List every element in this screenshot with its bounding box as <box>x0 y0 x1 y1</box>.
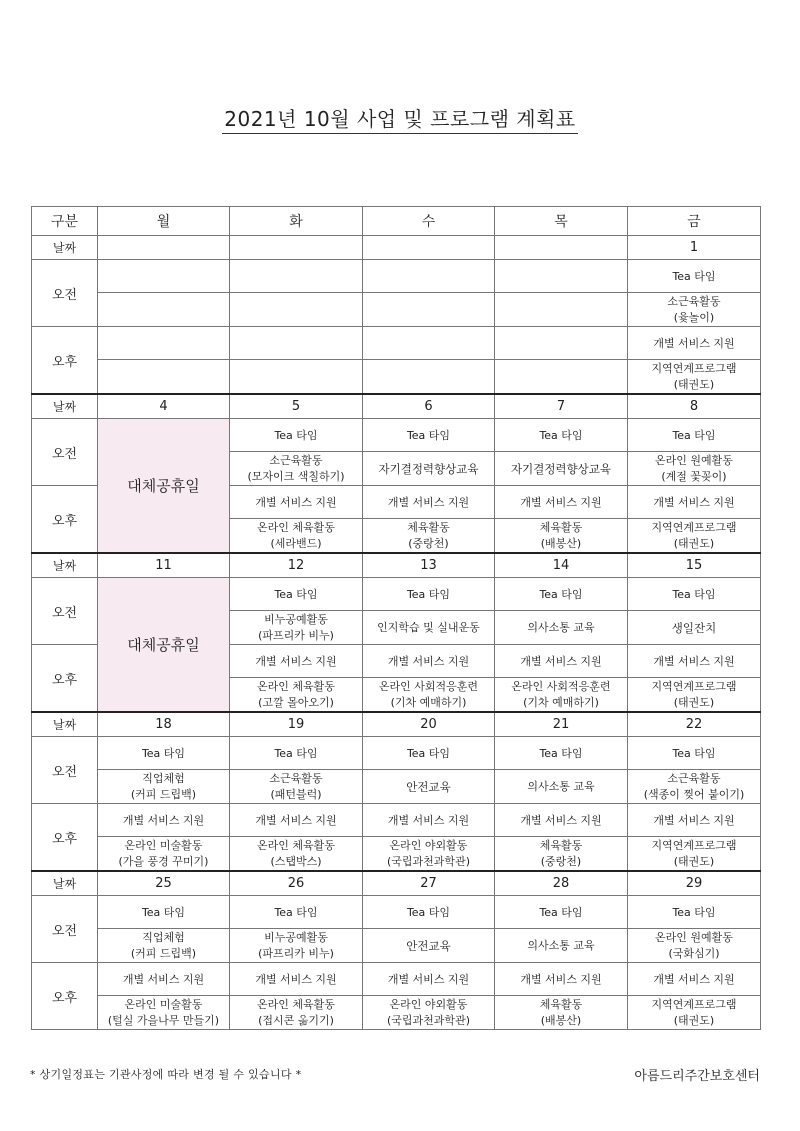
am-label: 오전 <box>32 737 98 804</box>
schedule-cell <box>230 327 363 360</box>
activity-row-am1 <box>32 737 761 770</box>
page-title-text: 2021년 10월 사업 및 프로그램 계획표 <box>222 107 577 134</box>
date-cell: 11 <box>98 553 230 578</box>
cell-line: 온라인 야외활동 <box>389 838 468 852</box>
date-cell: 8 <box>628 394 761 419</box>
cell-line: (색종이 찢어 붙이기) <box>643 787 745 801</box>
schedule-cell: Tea 타임 <box>628 578 761 611</box>
schedule-cell <box>628 293 761 327</box>
schedule-cell: Tea 타임 <box>98 737 230 770</box>
schedule-cell <box>98 327 230 360</box>
cell-line: (모자이크 색칠하기) <box>247 469 345 483</box>
schedule-cell: Tea 타임 <box>363 419 495 452</box>
am-label: 오전 <box>32 419 98 486</box>
cell-line: 지역연계프로그램 <box>651 361 737 375</box>
schedule-cell: 개별 서비스 지원 <box>495 804 628 837</box>
date-cell <box>363 236 495 260</box>
cell-line: (스탭박스) <box>270 854 322 868</box>
schedule-cell <box>495 327 628 360</box>
date-label: 날짜 <box>32 871 98 896</box>
cell-line: (중랑천) <box>408 536 449 550</box>
schedule-cell <box>495 837 628 872</box>
schedule-cell: Tea 타임 <box>628 419 761 452</box>
holiday-cell: 대체공휴일 <box>98 578 230 713</box>
cell-line: (세라밴드) <box>270 536 322 550</box>
schedule-cell: 안전교육 <box>363 929 495 963</box>
activity-row-pm1 <box>32 804 761 837</box>
cell-line: 직업체험 <box>142 771 185 785</box>
cell-line: 직업체험 <box>142 930 185 944</box>
date-cell: 6 <box>363 394 495 419</box>
corner-cell: 구분 <box>32 207 98 236</box>
holiday-cell: 대체공휴일 <box>98 419 230 554</box>
schedule-cell <box>628 996 761 1030</box>
date-row <box>32 394 761 419</box>
pm-label: 오후 <box>32 963 98 1030</box>
day-header-fri: 금 <box>628 207 761 236</box>
date-row <box>32 712 761 737</box>
schedule-cell: 개별 서비스 지원 <box>628 963 761 996</box>
date-label: 날짜 <box>32 236 98 260</box>
schedule-cell <box>628 452 761 486</box>
schedule-cell <box>230 260 363 293</box>
activity-row-am1 <box>32 578 761 611</box>
cell-line: 지역연계프로그램 <box>651 520 737 534</box>
schedule-cell: Tea 타임 <box>363 578 495 611</box>
cell-line: 온라인 체육활동 <box>257 520 335 534</box>
activity-row-pm2 <box>32 360 761 395</box>
schedule-cell: Tea 타임 <box>230 578 363 611</box>
schedule-cell: 인지학습 및 실내운동 <box>363 611 495 645</box>
schedule-cell: Tea 타임 <box>230 419 363 452</box>
cell-line: (기차 예매하기) <box>390 695 467 709</box>
cell-line: (가을 풍경 꾸미기) <box>118 854 209 868</box>
schedule-cell <box>628 519 761 554</box>
page-title <box>0 106 800 132</box>
cell-line: 지역연계프로그램 <box>651 679 737 693</box>
cell-line: (태권도) <box>673 695 715 709</box>
cell-line: 온라인 체육활동 <box>257 679 335 693</box>
schedule-cell: 개별 서비스 지원 <box>628 486 761 519</box>
date-cell <box>495 236 628 260</box>
am-label: 오전 <box>32 896 98 963</box>
date-cell: 14 <box>495 553 628 578</box>
date-cell: 21 <box>495 712 628 737</box>
cell-line: (고깔 몰아오기) <box>258 695 334 709</box>
schedule-cell: 개별 서비스 지원 <box>230 963 363 996</box>
cell-line: (국립과천과학관) <box>387 854 470 868</box>
cell-line: 체육활동 <box>539 838 583 852</box>
cell-line: (패턴블럭) <box>270 787 322 801</box>
cell-line: 온라인 사회적응훈련 <box>378 679 479 693</box>
date-cell: 20 <box>363 712 495 737</box>
footer-note: * 상기일정표는 기관사정에 따라 변경 될 수 있습니다 * <box>30 1068 302 1081</box>
day-header-thu: 목 <box>495 207 628 236</box>
schedule-cell <box>628 929 761 963</box>
schedule-cell: 개별 서비스 지원 <box>98 804 230 837</box>
schedule-cell: 개별 서비스 지원 <box>98 963 230 996</box>
cell-line: (윷놀이) <box>673 310 715 324</box>
date-row <box>32 236 761 260</box>
schedule-cell <box>230 293 363 327</box>
activity-row-am2 <box>32 929 761 963</box>
date-cell: 28 <box>495 871 628 896</box>
schedule-cell: 의사소통 교육 <box>495 611 628 645</box>
schedule-cell <box>628 837 761 872</box>
schedule-cell: Tea 타임 <box>98 896 230 929</box>
cell-line: 체육활동 <box>539 997 583 1011</box>
cell-line: 소근육활동 <box>269 771 323 785</box>
center-name: 아름드리주간보호센터 <box>634 1069 760 1084</box>
cell-line: 온라인 야외활동 <box>389 997 468 1011</box>
schedule-cell <box>363 996 495 1030</box>
date-cell: 18 <box>98 712 230 737</box>
schedule-cell: 자기결정력향상교육 <box>495 452 628 486</box>
pm-label: 오후 <box>32 645 98 713</box>
cell-line: 온라인 원예활동 <box>655 930 733 944</box>
activity-row-am1 <box>32 419 761 452</box>
schedule-cell <box>98 260 230 293</box>
date-label: 날짜 <box>32 394 98 419</box>
schedule-cell <box>628 360 761 395</box>
schedule-cell <box>495 360 628 395</box>
activity-row-pm1 <box>32 327 761 360</box>
schedule-cell <box>98 837 230 872</box>
cell-line: (배봉산) <box>540 1013 582 1027</box>
schedule-cell <box>230 770 363 804</box>
schedule-cell <box>98 770 230 804</box>
cell-line: 온라인 체육활동 <box>257 838 335 852</box>
schedule-cell <box>495 519 628 554</box>
schedule-cell <box>363 293 495 327</box>
schedule-cell: Tea 타임 <box>230 896 363 929</box>
pm-label: 오후 <box>32 804 98 872</box>
cell-line: (기차 예매하기) <box>523 695 599 709</box>
schedule-cell <box>495 260 628 293</box>
cell-line: 비누공예활동 <box>264 930 328 944</box>
activity-row-pm2 <box>32 996 761 1030</box>
date-cell: 15 <box>628 553 761 578</box>
schedule-cell <box>98 996 230 1030</box>
schedule-cell <box>628 678 761 713</box>
schedule-cell: 개별 서비스 지원 <box>495 963 628 996</box>
pm-label: 오후 <box>32 486 98 554</box>
schedule-cell: 개별 서비스 지원 <box>363 804 495 837</box>
schedule-cell <box>363 327 495 360</box>
cell-line: 소근육활동 <box>269 453 323 467</box>
activity-row-pm2 <box>32 837 761 872</box>
cell-line: 온라인 사회적응훈련 <box>511 679 611 693</box>
cell-line: 소근육활동 <box>667 771 721 785</box>
date-label: 날짜 <box>32 712 98 737</box>
schedule-cell: 개별 서비스 지원 <box>230 804 363 837</box>
am-label: 오전 <box>32 260 98 327</box>
schedule-cell: Tea 타임 <box>628 896 761 929</box>
schedule-cell: Tea 타임 <box>495 419 628 452</box>
date-label: 날짜 <box>32 553 98 578</box>
cell-line: (태권도) <box>673 536 715 550</box>
cell-line: (중랑천) <box>540 854 582 868</box>
cell-line: (배봉산) <box>540 536 582 550</box>
date-cell: 13 <box>363 553 495 578</box>
date-cell: 29 <box>628 871 761 896</box>
cell-line: (접시콘 옮기기) <box>258 1013 334 1027</box>
schedule-cell <box>363 260 495 293</box>
activity-row-am1 <box>32 896 761 929</box>
cell-line: 지역연계프로그램 <box>651 997 737 1011</box>
schedule-cell: 개별 서비스 지원 <box>230 645 363 678</box>
schedule-cell <box>363 837 495 872</box>
schedule-cell: 개별 서비스 지원 <box>628 327 761 360</box>
schedule-cell: Tea 타임 <box>363 896 495 929</box>
cell-line: (커피 드립백) <box>130 787 197 801</box>
schedule-cell <box>230 837 363 872</box>
schedule-cell: Tea 타임 <box>230 737 363 770</box>
date-cell: 19 <box>230 712 363 737</box>
cell-line: (털실 가을나무 만들기) <box>107 1013 220 1027</box>
cell-line: 체육활동 <box>539 520 583 534</box>
date-cell: 5 <box>230 394 363 419</box>
schedule-cell <box>230 519 363 554</box>
cell-line: (태권도) <box>673 377 715 391</box>
schedule-cell <box>628 770 761 804</box>
date-cell: 25 <box>98 871 230 896</box>
cell-line: 온라인 원예활동 <box>655 453 733 467</box>
schedule-cell <box>495 996 628 1030</box>
schedule-cell: 개별 서비스 지원 <box>495 645 628 678</box>
date-row <box>32 871 761 896</box>
schedule-table <box>31 206 761 1030</box>
schedule-cell: 안전교육 <box>363 770 495 804</box>
schedule-cell <box>230 996 363 1030</box>
cell-line: 소근육활동 <box>667 294 721 308</box>
schedule-cell: 개별 서비스 지원 <box>628 645 761 678</box>
schedule-cell: 의사소통 교육 <box>495 770 628 804</box>
cell-line: (국화심기) <box>668 946 720 960</box>
cell-line: (태권도) <box>673 854 715 868</box>
cell-line: (파프리카 비누) <box>258 628 334 642</box>
schedule-cell: 개별 서비스 지원 <box>628 804 761 837</box>
schedule-cell <box>230 611 363 645</box>
cell-line: 비누공예활동 <box>264 612 328 626</box>
schedule-cell: 개별 서비스 지원 <box>363 645 495 678</box>
cell-line: (커피 드립백) <box>130 946 197 960</box>
schedule-cell: 개별 서비스 지원 <box>495 486 628 519</box>
schedule-cell <box>363 360 495 395</box>
cell-line: (계절 꽃꽂이) <box>661 469 727 483</box>
cell-line: 체육활동 <box>407 520 450 534</box>
cell-line: (태권도) <box>673 1013 715 1027</box>
day-header-tue: 화 <box>230 207 363 236</box>
day-header-wed: 수 <box>363 207 495 236</box>
date-cell <box>230 236 363 260</box>
schedule-cell <box>495 678 628 713</box>
schedule-cell <box>363 519 495 554</box>
schedule-cell <box>230 678 363 713</box>
schedule-cell: Tea 타임 <box>628 737 761 770</box>
schedule-cell <box>230 452 363 486</box>
schedule-cell <box>98 929 230 963</box>
cell-line: 온라인 미술활동 <box>124 838 203 852</box>
activity-row-am2 <box>32 293 761 327</box>
schedule-cell: 개별 서비스 지원 <box>363 486 495 519</box>
activity-row-pm1 <box>32 963 761 996</box>
schedule-cell: 자기결정력향상교육 <box>363 452 495 486</box>
schedule-body <box>32 207 761 1030</box>
date-cell: 27 <box>363 871 495 896</box>
schedule-cell <box>98 360 230 395</box>
date-cell: 4 <box>98 394 230 419</box>
schedule-cell: Tea 타임 <box>628 260 761 293</box>
schedule-cell: 의사소통 교육 <box>495 929 628 963</box>
schedule-cell <box>98 293 230 327</box>
schedule-cell <box>363 678 495 713</box>
schedule-cell: Tea 타임 <box>495 896 628 929</box>
pm-label: 오후 <box>32 327 98 395</box>
date-cell: 12 <box>230 553 363 578</box>
schedule-cell: 개별 서비스 지원 <box>363 963 495 996</box>
date-row <box>32 553 761 578</box>
date-cell: 1 <box>628 236 761 260</box>
activity-row-am2 <box>32 770 761 804</box>
schedule-cell: Tea 타임 <box>495 578 628 611</box>
schedule-cell: Tea 타임 <box>495 737 628 770</box>
date-cell: 26 <box>230 871 363 896</box>
cell-line: 지역연계프로그램 <box>651 838 737 852</box>
schedule-cell <box>230 929 363 963</box>
date-cell: 7 <box>495 394 628 419</box>
cell-line: (국립과천과학관) <box>387 1013 470 1027</box>
cell-line: 온라인 체육활동 <box>257 997 335 1011</box>
cell-line: (파프리카 비누) <box>258 946 334 960</box>
am-label: 오전 <box>32 578 98 645</box>
schedule-cell: Tea 타임 <box>363 737 495 770</box>
date-cell <box>98 236 230 260</box>
schedule-cell: 개별 서비스 지원 <box>230 486 363 519</box>
date-cell: 22 <box>628 712 761 737</box>
cell-line: 온라인 미술활동 <box>124 997 203 1011</box>
activity-row-am1 <box>32 260 761 293</box>
schedule-cell: 생일잔치 <box>628 611 761 645</box>
header-row <box>32 207 761 236</box>
day-header-mon: 월 <box>98 207 230 236</box>
schedule-cell <box>230 360 363 395</box>
schedule-cell <box>495 293 628 327</box>
